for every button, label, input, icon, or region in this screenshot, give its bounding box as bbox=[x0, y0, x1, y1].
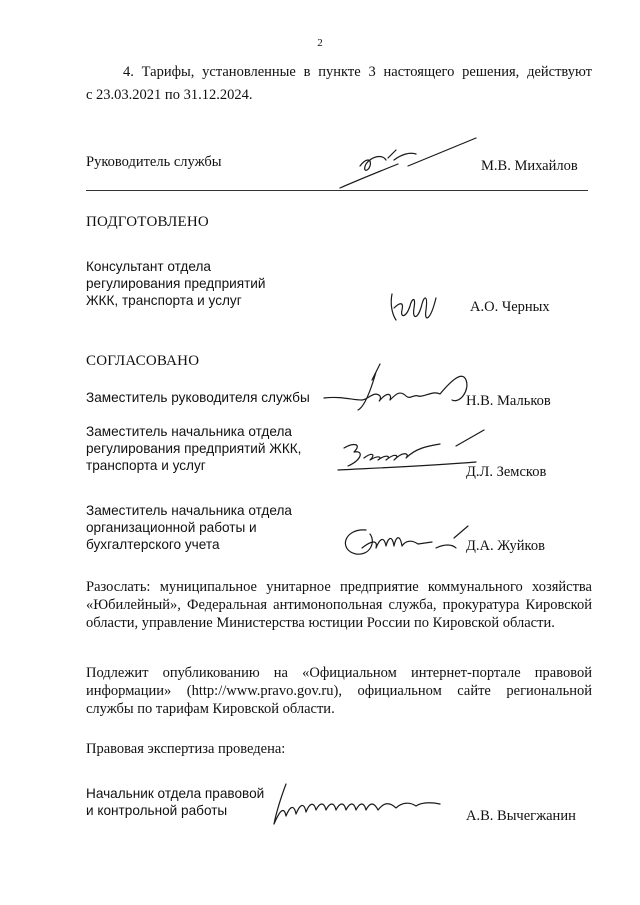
prepared-position-line-3: ЖКК, транспорта и услуг bbox=[86, 293, 242, 308]
signature-divider-line bbox=[86, 190, 588, 191]
agreed-signer-1-name: Н.В. Мальков bbox=[466, 393, 551, 409]
paragraph-4 bbox=[86, 63, 592, 81]
agreed-signer-2-position-line-2: регулирования предприятий ЖКК, bbox=[86, 441, 302, 456]
agreed-signer-3-position-line-1: Заместитель начальника отдела bbox=[86, 503, 292, 518]
agreed-signer-2-position bbox=[86, 423, 301, 474]
prepared-position-line-1: Консультант отдела bbox=[86, 259, 211, 274]
prepared-position bbox=[86, 258, 266, 309]
head-signature bbox=[338, 136, 478, 196]
agreed-signer-3-position bbox=[86, 502, 292, 553]
agreed-signer-3-position-line-2: организационной работы и bbox=[86, 520, 257, 535]
agreed-signer-1-position: Заместитель руководителя службы bbox=[86, 390, 310, 405]
paragraph-4-line-2: с 23.03.2021 по 31.12.2024. bbox=[86, 87, 253, 103]
legal-review-position bbox=[86, 785, 264, 819]
agreed-signer-2-position-line-3: транспорта и услуг bbox=[86, 458, 206, 473]
agreed-signer-3-signature bbox=[336, 520, 476, 564]
page-number: 2 bbox=[317, 37, 323, 49]
agreed-signer-2-name: Д.Л. Земсков bbox=[466, 464, 547, 480]
prepared-signature bbox=[388, 284, 442, 328]
legal-review-position-line-1: Начальник отдела правовой bbox=[86, 786, 265, 801]
legal-review-position-line-2: и контрольной работы bbox=[86, 803, 228, 818]
legal-review-signature bbox=[270, 780, 450, 830]
prepared-name: А.О. Черных bbox=[470, 299, 550, 315]
head-name: М.В. Михайлов bbox=[481, 158, 578, 174]
agreed-heading: СОГЛАСОВАНО bbox=[86, 353, 200, 369]
agreed-signer-3-position-line-3: бухгалтерского учета bbox=[86, 537, 220, 552]
prepared-position-line-2: регулирования предприятий bbox=[86, 276, 266, 291]
agreed-signer-2-position-line-1: Заместитель начальника отдела bbox=[86, 424, 292, 439]
paragraph-4-line-1: 4. Тарифы, установленные в пункте 3 настоящего решения, действуют bbox=[123, 64, 592, 80]
distribution-paragraph: Разослать: муниципальное унитарное предприятие коммунального хозяйства «Юбилейный», Федеральная антимонопольная служба, прокуратура Кировской области, управление Министерства юстиции России по Кировской области. bbox=[86, 579, 592, 631]
legal-review-name: А.В. Вычегжанин bbox=[466, 808, 576, 824]
prepared-heading: ПОДГОТОВЛЕНО bbox=[86, 214, 209, 230]
head-position: Руководитель службы bbox=[86, 154, 222, 170]
agreed-signer-3-name: Д.А. Жуйков bbox=[466, 538, 545, 554]
publication-paragraph: Подлежит опубликованию на «Официальном интернет-портале правовой информации» (http://www.pravo.gov.ru), официальном сайте региональной службы по тарифам Кировской области. bbox=[86, 665, 592, 717]
legal-review-statement: Правовая экспертиза проведена: bbox=[86, 741, 286, 757]
agreed-signer-1-signature bbox=[322, 360, 482, 420]
